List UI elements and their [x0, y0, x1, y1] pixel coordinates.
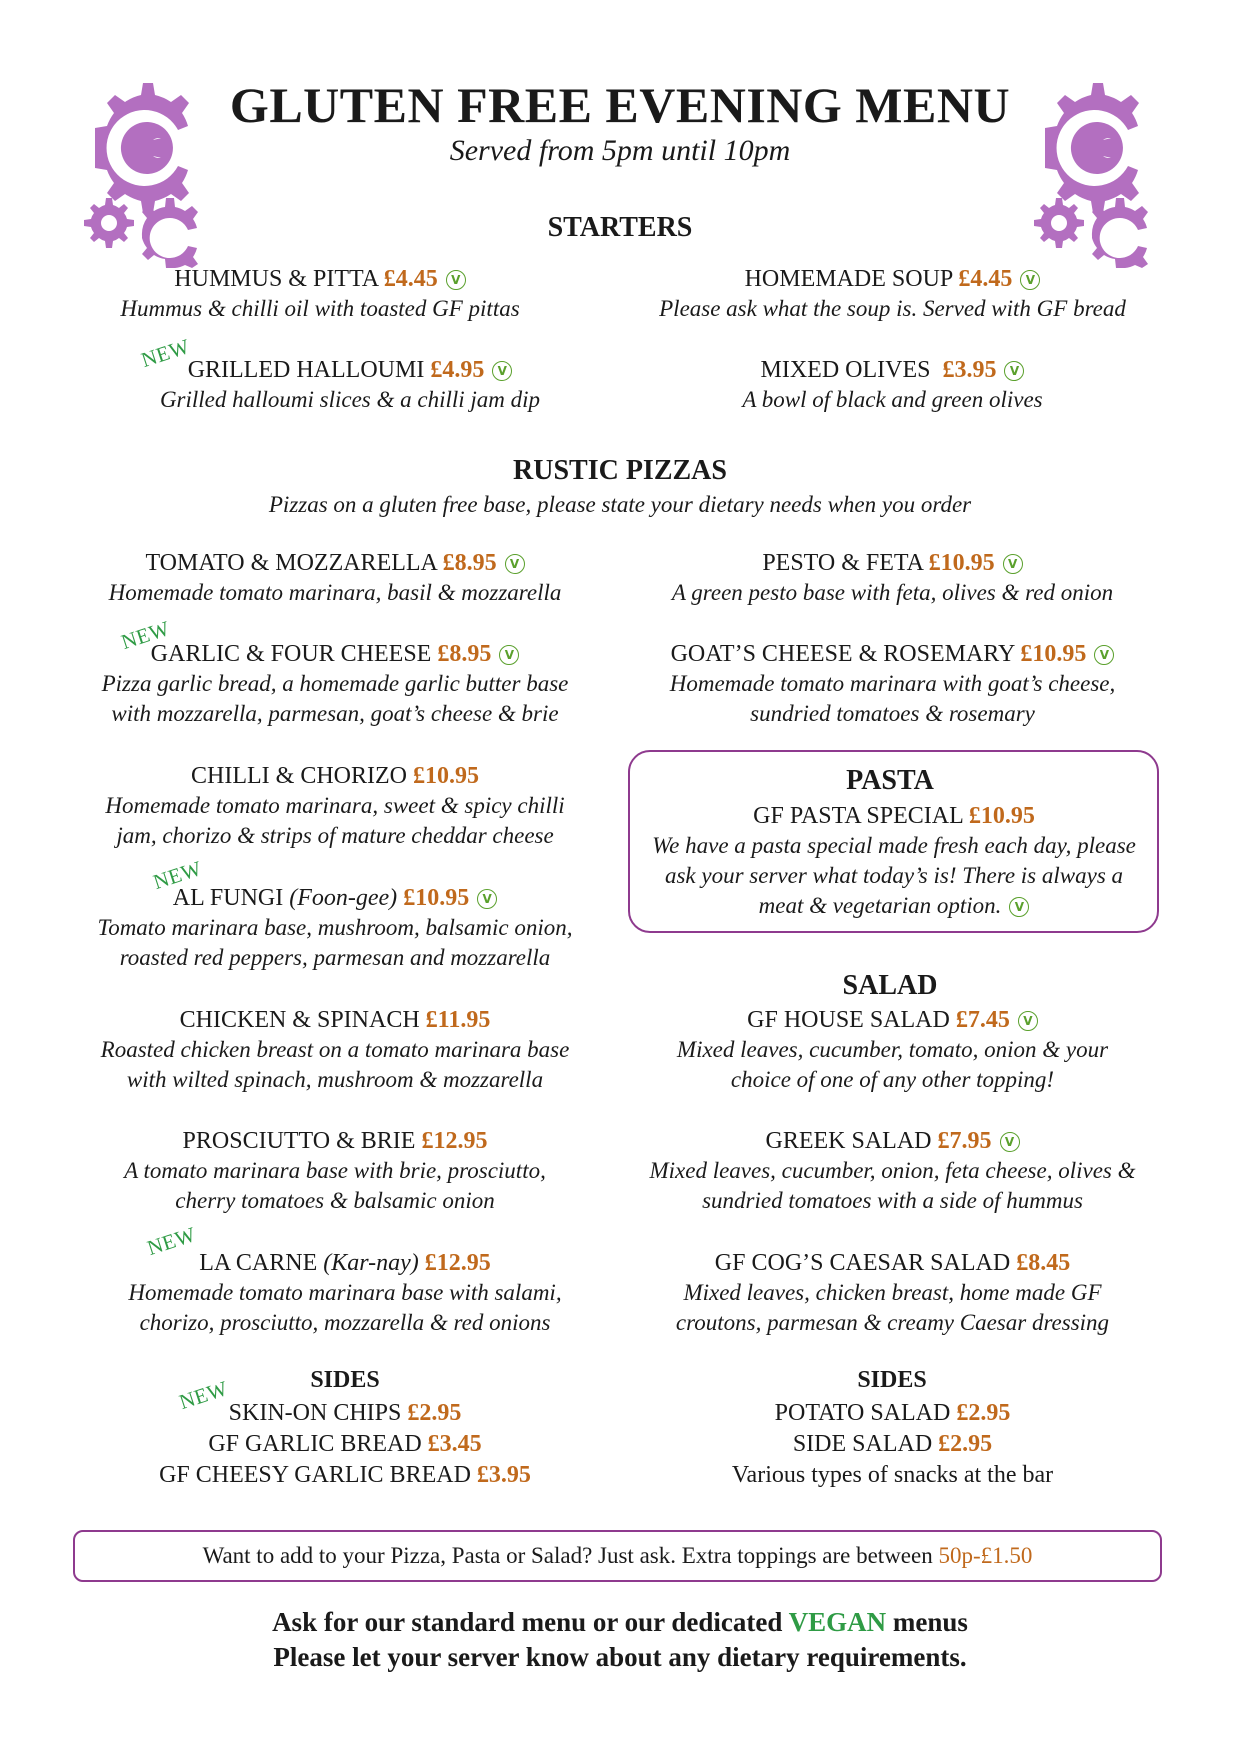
- vegetarian-icon: V: [1004, 361, 1024, 381]
- menu-item: [630, 801, 1158, 921]
- item-description: Homemade tomato marinara, sweet & spicy chilli: [105, 793, 565, 818]
- menu-item: [100, 355, 600, 415]
- salad-heading: SALAD: [842, 970, 938, 1001]
- item-price: £11.95: [425, 1007, 491, 1033]
- vegetarian-icon: V: [477, 889, 497, 909]
- vegetarian-icon: V: [1018, 1011, 1038, 1031]
- item-price: £4.95: [430, 357, 485, 383]
- new-badge: NEW: [118, 615, 173, 655]
- footer-text: menus: [892, 1607, 968, 1637]
- extras-box: [73, 1530, 1162, 1582]
- item-description: Mixed leaves, chicken breast, home made GF: [683, 1280, 1102, 1305]
- item-description: Homemade tomato marinara, basil & mozzarella: [108, 580, 562, 605]
- sides-note: Various types of snacks at the bar: [731, 1462, 1054, 1488]
- item-name: POTATO SALAD: [774, 1400, 951, 1426]
- menu-item: [630, 548, 1155, 608]
- item-price: £12.95: [424, 1250, 491, 1276]
- sides-heading-left: SIDES: [310, 1367, 380, 1393]
- item-description: croutons, parmesan & creamy Caesar dressing: [675, 1310, 1110, 1335]
- item-price: £10.95: [412, 763, 479, 789]
- item-price: £10.95: [403, 885, 470, 911]
- item-description: Please ask what the soup is. Served with GF bread: [659, 296, 1126, 321]
- item-price: £8.45: [1016, 1250, 1071, 1276]
- item-name: MIXED OLIVES: [760, 357, 931, 383]
- item-name: GF PASTA SPECIAL: [753, 803, 963, 829]
- footer-line-1: [120, 1605, 1120, 1639]
- item-price: £10.95: [1020, 641, 1087, 667]
- item-price: £7.95: [937, 1128, 992, 1154]
- item-description: Tomato marinara base, mushroom, balsamic onion,: [97, 915, 573, 940]
- item-price: £2.95: [938, 1431, 993, 1457]
- item-name: HOMEMADE SOUP: [744, 266, 953, 292]
- item-price: £10.95: [968, 803, 1035, 829]
- list-item: [630, 1398, 1155, 1429]
- page-title: GLUTEN FREE EVENING MENU: [229, 77, 1011, 133]
- menu-item: [630, 264, 1155, 324]
- item-name: GF GARLIC BREAD: [208, 1431, 422, 1457]
- list-item: [90, 1429, 600, 1460]
- item-name: PESTO & FETA: [762, 550, 923, 576]
- item-price: £4.45: [958, 266, 1013, 292]
- vegan-highlight: VEGAN: [788, 1607, 887, 1637]
- item-description: with wilted spinach, mushroom & mozzarella: [126, 1067, 544, 1092]
- item-description: sundried tomatoes with a side of hummus: [702, 1188, 1083, 1213]
- item-description: ask your server what today’s is! There is always a: [664, 863, 1124, 888]
- item-description: roasted red peppers, parmesan and mozzarella: [119, 945, 551, 970]
- item-price: £10.95: [928, 550, 995, 576]
- extras-price: 50p-£1.50: [938, 1543, 1033, 1568]
- menu-item: [630, 639, 1155, 729]
- item-description: meat & vegetarian option.: [758, 893, 1002, 918]
- footer-text: Ask for our standard menu or our dedicated: [272, 1607, 783, 1637]
- item-description: A bowl of black and green olives: [742, 387, 1043, 412]
- item-price: £12.95: [421, 1128, 488, 1154]
- item-name: GF HOUSE SALAD: [747, 1007, 950, 1033]
- menu-item: [70, 264, 570, 324]
- item-description: Hummus & chilli oil with toasted GF pittas: [120, 296, 520, 321]
- sides-list-left: [90, 1398, 600, 1491]
- pizzas-subheading: Pizzas on a gluten free base, please state your dietary needs when you order: [268, 492, 972, 517]
- new-badge: NEW: [144, 1221, 199, 1261]
- vegetarian-icon: V: [499, 645, 519, 665]
- item-name: SIDE SALAD: [792, 1431, 933, 1457]
- item-description: Roasted chicken breast on a tomato marinara base: [100, 1037, 570, 1062]
- item-price: £2.95: [407, 1400, 462, 1426]
- menu-item: [70, 1126, 600, 1216]
- item-description: Pizza garlic bread, a homemade garlic butter base: [101, 671, 569, 696]
- menu-item: [70, 761, 600, 851]
- item-name: TOMATO & MOZZARELLA: [145, 550, 437, 576]
- cog-logo-right: [1028, 78, 1158, 268]
- item-description: Homemade tomato marinara base with salami,: [128, 1280, 562, 1305]
- item-description: We have a pasta special made fresh each day, please: [652, 833, 1136, 858]
- extras-text: Want to add to your Pizza, Pasta or Salad? Just ask. Extra toppings are between: [202, 1543, 933, 1568]
- item-name: AL FUNGI: [172, 885, 284, 911]
- menu-item: [630, 1005, 1155, 1095]
- menu-item: [630, 1248, 1155, 1338]
- item-description: with mozzarella, parmesan, goat’s cheese & brie: [111, 701, 559, 726]
- vegetarian-icon: V: [492, 361, 512, 381]
- item-description: Grilled halloumi slices & a chilli jam dip: [159, 387, 541, 412]
- vegetarian-icon: V: [1020, 270, 1040, 290]
- item-name: GREEK SALAD: [765, 1128, 932, 1154]
- sides-list-right: [630, 1398, 1155, 1491]
- item-price: £8.95: [437, 641, 492, 667]
- vegetarian-icon: V: [446, 270, 466, 290]
- cog-logo-left: [78, 78, 208, 268]
- pizzas-heading: RUSTIC PIZZAS: [513, 455, 727, 486]
- item-description: cherry tomatoes & balsamic onion: [175, 1188, 495, 1213]
- item-name: GARLIC & FOUR CHEESE: [150, 641, 432, 667]
- item-description: A tomato marinara base with brie, prosciutto,: [124, 1158, 546, 1183]
- vegetarian-icon: V: [1000, 1132, 1020, 1152]
- sides-heading-right: SIDES: [857, 1367, 927, 1393]
- item-price: £3.45: [427, 1431, 482, 1457]
- item-name: GF CHEESY GARLIC BREAD: [159, 1462, 471, 1488]
- item-name: CHILLI & CHORIZO: [191, 763, 407, 789]
- item-name: HUMMUS & PITTA: [174, 266, 378, 292]
- menu-item: [70, 548, 600, 608]
- menu-item: [70, 883, 600, 973]
- item-description: chorizo, prosciutto, mozzarella & red onions: [139, 1310, 551, 1335]
- menu-item: [90, 1248, 600, 1338]
- starters-heading: STARTERS: [547, 212, 693, 243]
- footer-line-2: Please let your server know about any dietary requirements.: [273, 1642, 967, 1672]
- item-price: £3.95: [942, 357, 997, 383]
- menu-item: [70, 639, 600, 729]
- list-item: [90, 1460, 600, 1491]
- item-description: A green pesto base with feta, olives & red onion: [671, 580, 1114, 605]
- list-item: [90, 1398, 600, 1429]
- item-name: GOAT’S CHEESE & ROSEMARY: [670, 641, 1015, 667]
- item-name: GF COG’S CAESAR SALAD: [714, 1250, 1011, 1276]
- vegetarian-icon: V: [1003, 554, 1023, 574]
- item-price: £8.95: [442, 550, 497, 576]
- vegetarian-icon: V: [1009, 897, 1029, 917]
- item-name: LA CARNE: [199, 1250, 318, 1276]
- list-item: [630, 1429, 1155, 1460]
- item-name: SKIN-ON CHIPS: [228, 1400, 402, 1426]
- item-name: GRILLED HALLOUMI: [187, 357, 425, 383]
- new-badge: NEW: [138, 333, 193, 373]
- vegetarian-icon: V: [1094, 645, 1114, 665]
- item-price: £4.45: [383, 266, 438, 292]
- item-pronunciation: (Kar-nay): [323, 1250, 419, 1276]
- item-description: Mixed leaves, cucumber, onion, feta cheese, olives &: [649, 1158, 1136, 1183]
- item-description: sundried tomatoes & rosemary: [750, 701, 1035, 726]
- new-badge: NEW: [150, 855, 205, 895]
- item-description: Mixed leaves, cucumber, tomato, onion & your: [676, 1037, 1109, 1062]
- item-price: £7.45: [955, 1007, 1010, 1033]
- pasta-heading: PASTA: [846, 765, 934, 796]
- item-description: Homemade tomato marinara with goat’s cheese,: [669, 671, 1116, 696]
- item-description: choice of one of any other topping!: [730, 1067, 1055, 1092]
- page-subtitle: Served from 5pm until 10pm: [449, 134, 791, 167]
- menu-item: [70, 1005, 600, 1095]
- new-badge: NEW: [176, 1375, 231, 1415]
- item-description: jam, chorizo & strips of mature cheddar cheese: [116, 823, 554, 848]
- menu-item: [630, 1126, 1155, 1216]
- item-name: PROSCIUTTO & BRIE: [182, 1128, 416, 1154]
- item-name: CHICKEN & SPINACH: [179, 1007, 420, 1033]
- item-price: £3.95: [476, 1462, 531, 1488]
- item-price: £2.95: [956, 1400, 1011, 1426]
- item-pronunciation: (Foon-gee): [289, 885, 398, 911]
- menu-item: [630, 355, 1155, 415]
- vegetarian-icon: V: [505, 554, 525, 574]
